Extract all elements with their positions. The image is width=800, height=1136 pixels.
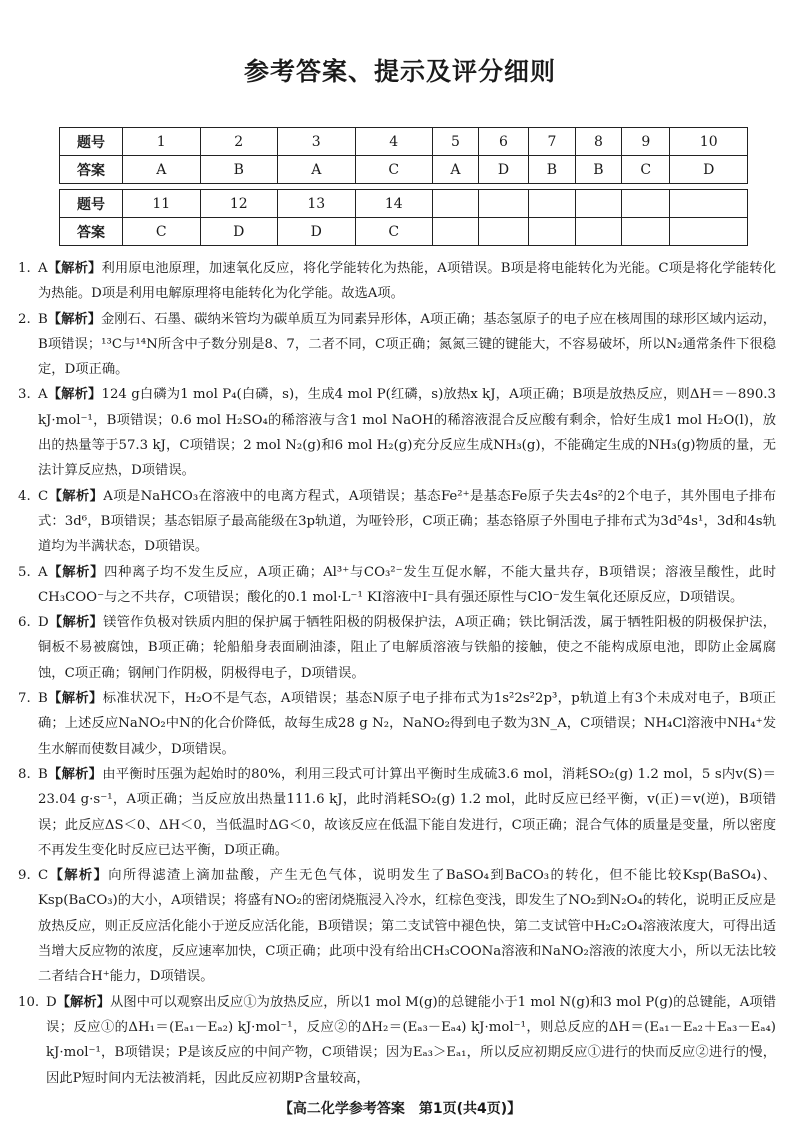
item-text: 向所得滤渣上滴加盐酸，产生无色气体，说明发生了BaSO₄到BaCO₃的转化，但不能比较Ksp(BaSO₄)、Ksp(BaCO₃)的大小，A项错误；将盛有NO₂的密闭烧瓶浸入冷水，红棕色变浅，即发生了NO₂到N₂O₄的转化，说明正反应是放热反应，则正反应活化能小于逆反应活化能，B项错误；第二支试管中褪色快，第二支试管中H₂C₂O₄溶液浓度大，可得出适当增大反应物的浓度，反应速率加快，C项正确；此项中没有给出CH₃COONa溶液和NaNO₂溶液的浓度大小，所以无法比较二者结合H⁺能力，D项错误。 xyxy=(38,868,777,985)
cell-q: 1 xyxy=(123,128,201,156)
cell-a xyxy=(575,218,622,246)
cell-a: D xyxy=(670,156,748,184)
analysis-tag: 【解析】 xyxy=(47,261,102,276)
explanation-item-2 xyxy=(18,307,776,383)
answer-row xyxy=(60,156,748,184)
row-header-question: 题号 xyxy=(60,128,123,156)
cell-a: A xyxy=(433,156,479,184)
explanation-item-7 xyxy=(18,686,776,762)
explanation-item-6 xyxy=(18,610,776,686)
item-number: 7. xyxy=(18,691,31,707)
item-number: 8. xyxy=(18,766,31,782)
explanation-item-9 xyxy=(18,863,776,989)
item-text: 利用原电池原理，加速氧化反应，将化学能转化为热能，A项错误。B项是将电能转化为光能。C项是将化学能转化为热能。D项是利用电解原理将电能转化为化学能。故选A项。 xyxy=(38,261,777,302)
answer-table xyxy=(59,127,748,246)
item-number: 4. xyxy=(18,488,31,504)
item-answer: A xyxy=(38,261,48,276)
cell-q xyxy=(622,190,670,218)
cell-q: 6 xyxy=(478,128,528,156)
explanation-item-10 xyxy=(18,990,776,1091)
cell-a: B xyxy=(200,156,278,184)
row-header-answer: 答案 xyxy=(60,218,123,246)
item-text: 124 g白磷为1 mol P₄(白磷，s)，生成4 mol P(红磷，s)放热x kJ，A项正确；B项是放热反应，则ΔH＝－890.3 kJ·mol⁻¹，B项错误；0.6 mol H₂SO₄的稀溶液与含1 mol NaOH的稀溶液混合反应酸有剩余，恰好生成1 mol H₂O(l)，放出的热量等于57.3 kJ，C项错误；2 mol N₂(g)和6 mol H₂(g)充分反应生成NH₃(g)，不能确定生成的NH₃(g)物质的量，无法计算反应热，D项错误。 xyxy=(38,387,776,479)
item-answer: B xyxy=(38,691,48,707)
cell-a: A xyxy=(278,156,356,184)
cell-a xyxy=(478,218,528,246)
analysis-tag: 【解析】 xyxy=(47,564,105,580)
cell-q xyxy=(575,190,622,218)
cell-a: B xyxy=(529,156,576,184)
item-text: 金刚石、石墨、碳纳米管均为碳单质互为同素异形体，A项正确；基态氢原子的电子应在核周围的球形区域内运动，B项错误；¹³C与¹⁴N所含中子数分别是8、7，二者不同，C项正确；氮氮三键的键能大，不容易破坏，所以N₂通常条件下很稳定，D项正确。 xyxy=(38,311,777,378)
explanation-item-4 xyxy=(18,484,776,560)
cell-q: 3 xyxy=(278,128,356,156)
explanation-item-8 xyxy=(18,762,776,863)
cell-q: 11 xyxy=(123,190,201,218)
cell-a xyxy=(622,218,670,246)
cell-q xyxy=(433,190,479,218)
analysis-tag: 【解析】 xyxy=(48,488,104,504)
cell-a xyxy=(670,218,748,246)
cell-a: C xyxy=(355,156,433,184)
item-number: 5. xyxy=(18,564,31,580)
explanation-item-3 xyxy=(18,382,776,483)
analysis-tag: 【解析】 xyxy=(47,766,103,782)
cell-q: 8 xyxy=(575,128,622,156)
cell-q: 5 xyxy=(433,128,479,156)
cell-q: 4 xyxy=(355,128,433,156)
analysis-tag: 【解析】 xyxy=(47,691,103,707)
item-answer: B xyxy=(38,311,48,327)
cell-q xyxy=(670,190,748,218)
item-answer: C xyxy=(38,868,49,884)
cell-a xyxy=(433,218,479,246)
explanation-list xyxy=(18,256,776,1091)
item-answer: D xyxy=(46,994,57,1010)
cell-q: 10 xyxy=(670,128,748,156)
item-text: 由平衡时压强为起始时的80%，利用三段式可计算出平衡时生成硫3.6 mol，消耗SO₂(g) 1.2 mol，5 s内v(S)＝23.04 g·s⁻¹，A项正确；当反应放出热量111.6 kJ，此时消耗SO₂(g) 1.2 mol，此时反应已经平衡，v(正)＝v(逆)，B项错误；此反应ΔS＜0、ΔH＜0，当低温时ΔG＜0，故该反应在低温下能自发进行，C项正确；混合气体的质量是变量，所以密度不再发生变化时反应已达平衡，D项正确。 xyxy=(38,766,777,858)
analysis-tag: 【解析】 xyxy=(47,311,102,327)
row-header-question: 题号 xyxy=(60,190,123,218)
question-number-row xyxy=(60,190,748,218)
page-title: 参考答案、提示及评分细则 xyxy=(243,57,556,86)
item-answer: D xyxy=(38,615,49,631)
explanation-item-1 xyxy=(18,256,776,307)
analysis-tag: 【解析】 xyxy=(47,387,102,403)
item-number: 10. xyxy=(18,994,40,1010)
cell-a: C xyxy=(355,218,433,246)
item-number: 3. xyxy=(18,387,31,403)
cell-q xyxy=(478,190,528,218)
cell-q: 14 xyxy=(355,190,433,218)
item-number: 1. xyxy=(18,261,31,276)
question-number-row xyxy=(60,128,748,156)
item-number: 6. xyxy=(18,615,31,631)
cell-a: D xyxy=(478,156,528,184)
analysis-tag: 【解析】 xyxy=(48,868,109,884)
analysis-tag: 【解析】 xyxy=(56,994,111,1010)
cell-q: 13 xyxy=(278,190,356,218)
item-number: 2. xyxy=(18,311,31,327)
item-answer: A xyxy=(38,387,48,403)
cell-q: 2 xyxy=(200,128,278,156)
item-answer: B xyxy=(38,766,48,782)
item-text: A项是NaHCO₃在溶液中的电离方程式，A项错误；基态Fe²⁺是基态Fe原子失去4s²的2个电子，其外围电子排布式：3d⁶，B项错误；基态铝原子最高能级在3p轨道，为哑铃形，C项正确；基态铬原子外围电子排布式为3d⁵4s¹，3d和4s轨道均为半满状态，D项错误。 xyxy=(38,488,777,555)
item-answer: A xyxy=(38,564,48,580)
cell-a: A xyxy=(123,156,201,184)
cell-a xyxy=(529,218,576,246)
cell-q xyxy=(529,190,576,218)
item-number: 9. xyxy=(18,868,31,884)
cell-q: 9 xyxy=(622,128,670,156)
item-text: 四种离子均不发生反应，A项正确；Al³⁺与CO₃²⁻发生互促水解，不能大量共存，B项错误；溶液呈酸性，此时CH₃COO⁻与之不共存，C项错误；酸化的0.1 mol·L⁻¹ KI溶液中I⁻具有强还原性与ClO⁻发生氧化还原反应，D项错误。 xyxy=(38,564,776,605)
cell-a: C xyxy=(622,156,670,184)
cell-q: 12 xyxy=(200,190,278,218)
analysis-tag: 【解析】 xyxy=(48,615,104,631)
cell-q: 7 xyxy=(529,128,576,156)
cell-a: B xyxy=(575,156,622,184)
item-answer: C xyxy=(38,488,49,504)
cell-a: D xyxy=(200,218,278,246)
row-header-answer: 答案 xyxy=(60,156,123,184)
item-text: 标准状况下，H₂O不是气态，A项错误；基态N原子电子排布式为1s²2s²2p³，p轨道上有3个未成对电子，B项正确；上述反应NaNO₂中N的化合价降低，故每生成28 g N₂，NaNO₂得到电子数为3N_A，C项错误；NH₄Cl溶液中NH₄⁺发生水解而使数目减少，D项错误。 xyxy=(38,691,777,757)
answer-row xyxy=(60,218,748,246)
cell-a: C xyxy=(123,218,201,246)
page-footer: 【高二化学参考答案 第1页(共4页)】 xyxy=(278,1101,522,1117)
item-text: 从图中可以观察出反应①为放热反应，所以1 mol M(g)的总键能小于1 mol N(g)和3 mol P(g)的总键能，A项错误；反应①的ΔH₁＝(Eₐ₁－Eₐ₂) kJ·mol⁻¹，反应②的ΔH₂＝(Eₐ₃－Eₐ₄) kJ·mol⁻¹，则总反应的ΔH＝(Eₐ₁－Eₐ₂＋Eₐ₃－Eₐ₄) kJ·mol⁻¹，B项错误；P是该反应的中间产物，C项错误；因为Eₐ₃＞Eₐ₁，所以反应初期反应①进行的快而反应②进行的慢，因此P短时间内无法被消耗，因此反应初期P含量较高， xyxy=(46,994,776,1086)
cell-a: D xyxy=(278,218,356,246)
item-text: 镁管作负极对铁质内胆的保护属于牺牲阳极的阴极保护法，A项正确；铁比铜活泼，属于牺牲阳极的阴极保护法，铜板不易被腐蚀，B项正确；轮船船身表面刷油漆，阻止了电解质溶液与铁船的接触，使之不能构成原电池，即防止金属腐蚀，C项正确；钢闸门作阴极，阴极得电子，D项错误。 xyxy=(38,615,776,681)
explanation-item-5 xyxy=(18,560,776,611)
